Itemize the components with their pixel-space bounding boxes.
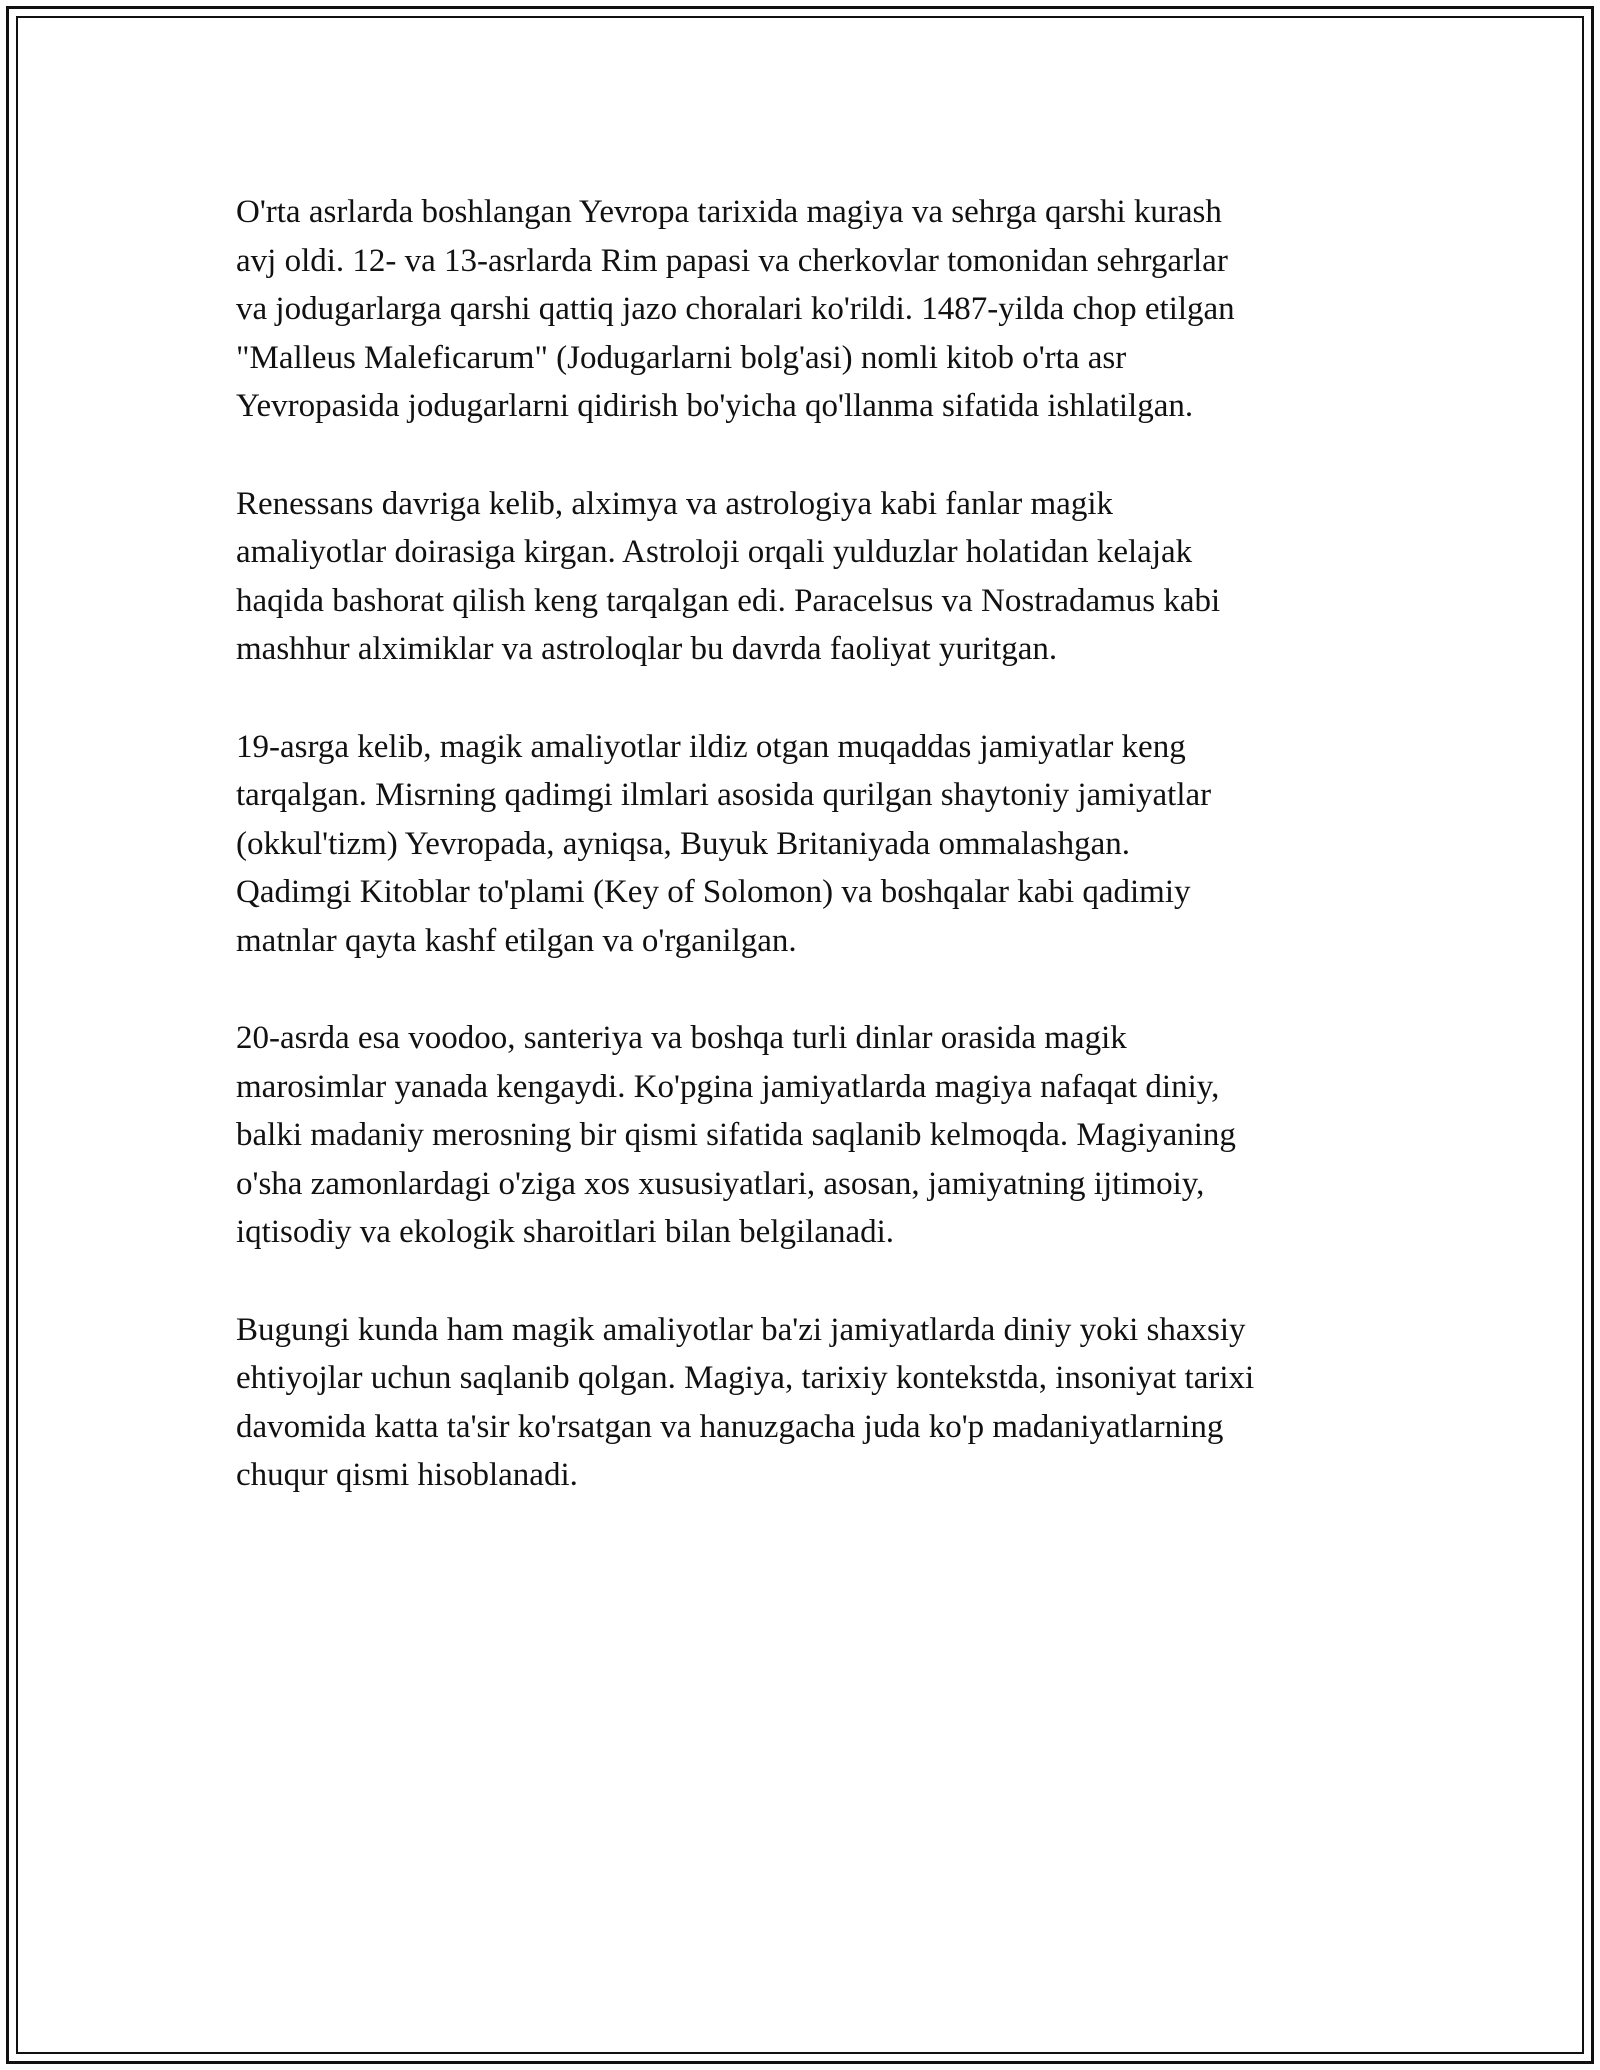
text-line: Qadimgi Kitoblar to'plami (Key of Solomon) va boshqalar kabi qadimiy	[236, 874, 1191, 910]
text-line: Renessans davriga kelib, alximya va astrologiya kabi fanlar magik	[236, 485, 1113, 522]
text-line: chuqur qismi hisoblanadi.	[236, 1457, 578, 1493]
text-line: avj oldi. 12- va 13-asrlarda Rim papasi va cherkovlar tomonidan sehrgarlar	[236, 242, 1228, 279]
text-line: ehtiyojlar uchun saqlanib qolgan. Magiya, tarixiy kontekstda, insoniyat tarixi	[236, 1360, 1255, 1396]
text-line: mashhur alximiklar va astroloqlar bu davrda faoliyat yuritgan.	[236, 631, 1058, 667]
paragraph-3	[236, 723, 1396, 966]
text-line: iqtisodiy va ekologik sharoitlari bilan belgilanadi.	[236, 1214, 895, 1250]
text-line: Bugungi kunda ham magik amaliyotlar ba'zi jamiyatlarda diniy yoki shaxsiy	[236, 1311, 1246, 1348]
text-line: Yevropasida jodugarlarni qidirish bo'yicha qo'llanma sifatida ishlatilgan.	[236, 388, 1194, 424]
document-body	[236, 188, 1396, 1549]
text-line: 20-asrda esa voodoo, santeriya va boshqa turli dinlar orasida magik	[236, 1020, 1127, 1056]
text-line: marosimlar yanada kengaydi. Ko'pgina jamiyatlarda magiya nafaqat diniy,	[236, 1068, 1220, 1105]
paragraph-4	[236, 1014, 1396, 1257]
paragraph-1	[236, 188, 1396, 431]
text-line: matnlar qayta kashf etilgan va o'rganilgan.	[236, 922, 797, 959]
paragraph-5	[236, 1306, 1396, 1500]
text-line: 19-asrga kelib, magik amaliyotlar ildiz otgan muqaddas jamiyatlar keng	[236, 728, 1186, 765]
text-line: amaliyotlar doirasiga kirgan. Astroloji orqali yulduzlar holatidan kelajak	[236, 534, 1193, 570]
text-line: tarqalgan. Misrning qadimgi ilmlari asosida qurilgan shaytoniy jamiyatlar	[236, 777, 1212, 813]
text-line: o'sha zamonlardagi o'ziga xos xususiyatlari, asosan, jamiyatning ijtimoiy,	[236, 1165, 1205, 1202]
paragraph-2	[236, 480, 1396, 674]
text-line: balki madaniy merosning bir qismi sifatida saqlanib kelmoqda. Magiyaning	[236, 1117, 1236, 1153]
text-line: O'rta asrlarda boshlangan Yevropa tarixida magiya va sehrga qarshi kurash	[236, 194, 1222, 230]
text-line: "Malleus Maleficarum" (Jodugarlarni bolg'asi) nomli kitob o'rta asr	[236, 339, 1127, 376]
text-line: (okkul'tizm) Yevropada, ayniqsa, Buyuk Britaniyada ommalashgan.	[236, 825, 1131, 862]
text-line: davomida katta ta'sir ko'rsatgan va hanuzgacha juda ko'p madaniyatlarning	[236, 1408, 1224, 1445]
text-line: haqida bashorat qilish keng tarqalgan edi. Paracelsus va Nostradamus kabi	[236, 582, 1221, 619]
text-line: va jodugarlarga qarshi qattiq jazo choralari ko'rildi. 1487-yilda chop etilgan	[236, 291, 1235, 327]
